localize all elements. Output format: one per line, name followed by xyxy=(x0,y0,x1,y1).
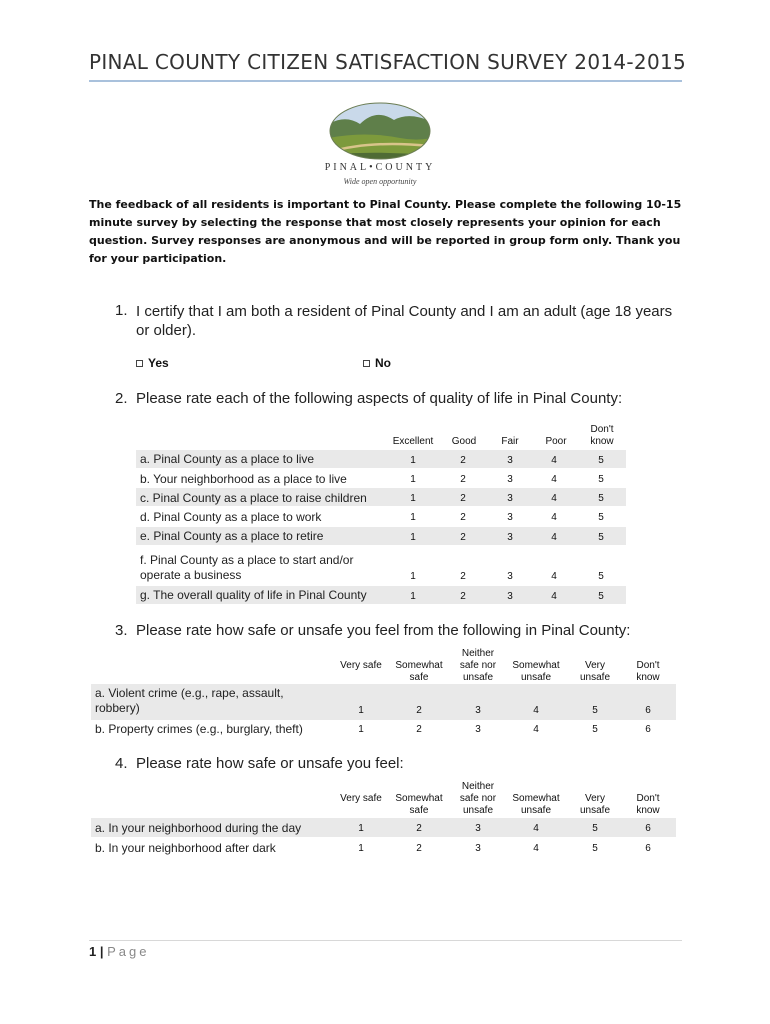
q2-g-poor[interactable]: 4 xyxy=(551,591,557,602)
q4-a-somewhat-unsafe[interactable]: 4 xyxy=(533,823,539,834)
footer-rule xyxy=(89,940,682,941)
q2-c-excellent[interactable]: 1 xyxy=(410,493,416,504)
q2-row-b-label: b. Your neighborhood as a place to live xyxy=(140,472,347,486)
q4-b-dont-know[interactable]: 6 xyxy=(645,843,651,854)
page-footer xyxy=(89,944,150,959)
q2-f-poor[interactable]: 4 xyxy=(551,571,557,582)
q3-b-very-safe[interactable]: 1 xyxy=(358,724,364,735)
q2-row-c-label: c. Pinal County as a place to raise children xyxy=(140,491,367,505)
q4-b-neither[interactable]: 3 xyxy=(475,843,481,854)
q3-a-very-safe[interactable]: 1 xyxy=(358,705,364,716)
q3-header-very-safe: Very safe xyxy=(340,660,382,671)
q3-header-very-unsafe: Very unsafe xyxy=(579,660,611,683)
q4-header-very-unsafe: Very unsafe xyxy=(579,793,611,816)
q3-row-a-label: a. Violent crime (e.g., rape, assault, robbery) xyxy=(95,686,284,715)
q2-e-poor[interactable]: 4 xyxy=(551,532,557,543)
q2-a-excellent[interactable]: 1 xyxy=(410,455,416,466)
logo-tagline: Wide open opportunity xyxy=(343,177,417,186)
q4-b-somewhat-unsafe[interactable]: 4 xyxy=(533,843,539,854)
q2-a-dont-know[interactable]: 5 xyxy=(598,455,604,466)
q2-c-fair[interactable]: 3 xyxy=(507,493,513,504)
q4-a-neither[interactable]: 3 xyxy=(475,823,481,834)
page-separator: | xyxy=(99,944,104,959)
q2-header-dont-know: Don't know xyxy=(590,424,614,447)
q2-f-fair[interactable]: 3 xyxy=(507,571,513,582)
q4-header-somewhat-safe: Somewhat safe xyxy=(395,793,443,816)
q2-row-g-label: g. The overall quality of life in Pinal County xyxy=(140,588,367,602)
q4-text: Please rate how safe or unsafe you feel: xyxy=(136,755,404,772)
q3-b-somewhat-safe[interactable]: 2 xyxy=(416,724,422,735)
q2-b-fair[interactable]: 3 xyxy=(507,474,513,485)
q2-g-fair[interactable]: 3 xyxy=(507,591,513,602)
q2-header-good: Good xyxy=(451,436,477,447)
q2-a-poor[interactable]: 4 xyxy=(551,455,557,466)
no-checkbox-icon[interactable] xyxy=(363,360,370,367)
q4-row-b-label: b. In your neighborhood after dark xyxy=(95,841,276,855)
q1-number: 1. xyxy=(115,302,128,319)
q2-b-excellent[interactable]: 1 xyxy=(410,474,416,485)
document-title: PINAL COUNTY CITIZEN SATISFACTION SURVEY 2014-2015 xyxy=(89,50,687,74)
q3-a-neither[interactable]: 3 xyxy=(475,705,481,716)
q3-row-b-label: b. Property crimes (e.g., burglary, theft) xyxy=(95,722,303,736)
q2-a-good[interactable]: 2 xyxy=(460,455,466,466)
landscape-logo-icon xyxy=(280,100,480,162)
pinal-county-logo xyxy=(280,100,480,195)
q2-text: Please rate each of the following aspects of quality of life in Pinal County: xyxy=(136,390,623,407)
q1-yes-option[interactable] xyxy=(136,356,169,370)
q1-no-option[interactable] xyxy=(363,356,391,370)
q2-b-good[interactable]: 2 xyxy=(460,474,466,485)
logo-name: PINAL•COUNTY xyxy=(324,162,436,173)
q2-b-poor[interactable]: 4 xyxy=(551,474,557,485)
q4-a-somewhat-safe[interactable]: 2 xyxy=(416,823,422,834)
q2-c-good[interactable]: 2 xyxy=(460,493,466,504)
page-label: Page xyxy=(107,944,150,959)
q2-e-excellent[interactable]: 1 xyxy=(410,532,416,543)
q4-row-a-label: a. In your neighborhood during the day xyxy=(95,821,302,835)
q4-a-very-safe[interactable]: 1 xyxy=(358,823,364,834)
q3-header-somewhat-safe: Somewhat safe xyxy=(395,660,443,683)
q2-row-f-label: f. Pinal County as a place to start and/or operate a business xyxy=(140,553,354,582)
q4-b-very-unsafe[interactable]: 5 xyxy=(592,843,598,854)
q4-a-very-unsafe[interactable]: 5 xyxy=(592,823,598,834)
q4-number: 4. xyxy=(115,755,128,772)
q2-d-poor[interactable]: 4 xyxy=(551,512,557,523)
q2-g-excellent[interactable]: 1 xyxy=(410,591,416,602)
q3-a-somewhat-safe[interactable]: 2 xyxy=(416,705,422,716)
q2-d-dont-know[interactable]: 5 xyxy=(598,512,604,523)
q2-a-fair[interactable]: 3 xyxy=(507,455,513,466)
q2-b-dont-know[interactable]: 5 xyxy=(598,474,604,485)
q2-header-poor: Poor xyxy=(545,436,567,447)
page-number: 1 xyxy=(89,944,97,959)
title-underline xyxy=(89,80,682,82)
q4-b-somewhat-safe[interactable]: 2 xyxy=(416,843,422,854)
q3-b-somewhat-unsafe[interactable]: 4 xyxy=(533,724,539,735)
q4-header-neither: Neither safe nor unsafe xyxy=(459,781,497,816)
q2-row-d-label: d. Pinal County as a place to work xyxy=(140,510,322,524)
q3-a-somewhat-unsafe[interactable]: 4 xyxy=(533,705,539,716)
q2-g-good[interactable]: 2 xyxy=(460,591,466,602)
q3-a-very-unsafe[interactable]: 5 xyxy=(592,705,598,716)
q3-b-neither[interactable]: 3 xyxy=(475,724,481,735)
q4-a-dont-know[interactable]: 6 xyxy=(645,823,651,834)
q2-row-a-label: a. Pinal County as a place to live xyxy=(140,452,315,466)
q2-number: 2. xyxy=(115,390,128,407)
q3-b-dont-know[interactable]: 6 xyxy=(645,724,651,735)
q1-no-label: No xyxy=(375,356,391,370)
q2-f-dont-know[interactable]: 5 xyxy=(598,571,604,582)
q2-f-excellent[interactable]: 1 xyxy=(410,571,416,582)
q2-d-good[interactable]: 2 xyxy=(460,512,466,523)
q2-e-dont-know[interactable]: 5 xyxy=(598,532,604,543)
q4-b-very-safe[interactable]: 1 xyxy=(358,843,364,854)
q2-e-good[interactable]: 2 xyxy=(460,532,466,543)
q2-e-fair[interactable]: 3 xyxy=(507,532,513,543)
q3-text: Please rate how safe or unsafe you feel from the following in Pinal County: xyxy=(136,622,631,639)
q1-text: I certify that I am both a resident of Pinal County and I am an adult (age 18 years or older). xyxy=(136,303,673,339)
q2-header-fair: Fair xyxy=(501,436,519,447)
q4-header-dont-know: Don't know xyxy=(636,793,660,816)
q2-d-fair[interactable]: 3 xyxy=(507,512,513,523)
q3-header-somewhat-unsafe: Somewhat unsafe xyxy=(512,660,560,683)
q2-header-excellent: Excellent xyxy=(392,436,434,447)
q3-b-very-unsafe[interactable]: 5 xyxy=(592,724,598,735)
q4-header-very-safe: Very safe xyxy=(340,793,382,804)
q2-row-e-label: e. Pinal County as a place to retire xyxy=(140,529,324,543)
q2-g-dont-know[interactable]: 5 xyxy=(598,591,604,602)
q3-a-dont-know[interactable]: 6 xyxy=(645,705,651,716)
q2-d-excellent[interactable]: 1 xyxy=(410,512,416,523)
q3-header-neither: Neither safe nor unsafe xyxy=(459,648,497,683)
yes-checkbox-icon[interactable] xyxy=(136,360,143,367)
q2-c-dont-know[interactable]: 5 xyxy=(598,493,604,504)
q4-header-somewhat-unsafe: Somewhat unsafe xyxy=(512,793,560,816)
intro-paragraph: The feedback of all residents is important to Pinal County. Please complete the following 10-15 minute survey by selecting the response that most closely represents your opinion for each question. Survey responses are anonymous and will be reported in group form only. Thank you for your participation. xyxy=(89,198,682,265)
q3-number: 3. xyxy=(115,622,128,639)
q1-yes-label: Yes xyxy=(148,356,169,370)
q2-f-good[interactable]: 2 xyxy=(460,571,466,582)
q3-header-dont-know: Don't know xyxy=(636,660,660,683)
q2-c-poor[interactable]: 4 xyxy=(551,493,557,504)
